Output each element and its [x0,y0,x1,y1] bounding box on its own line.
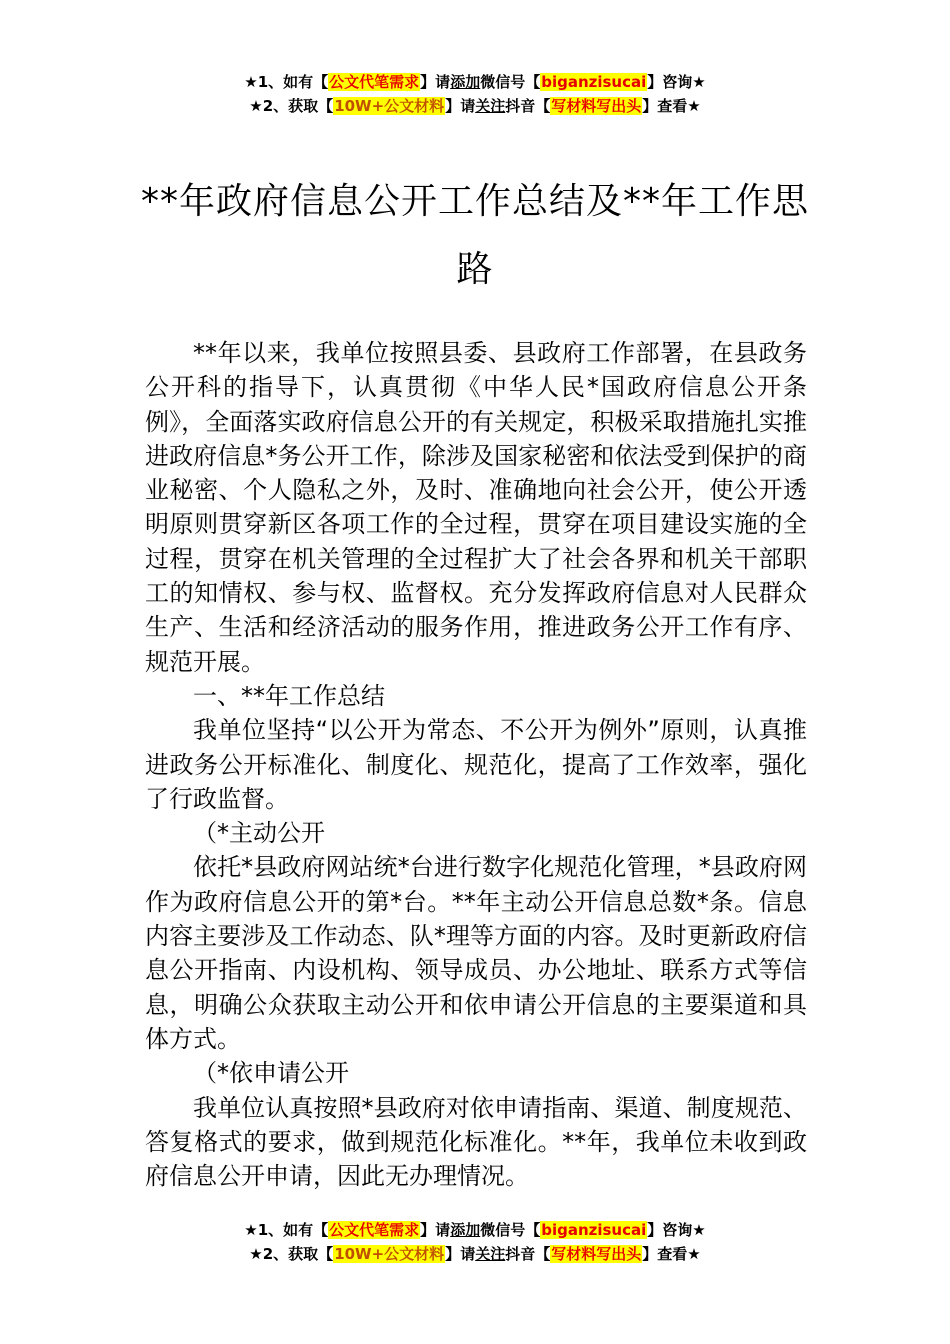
footer-banner [0,1218,950,1266]
banner-text: 微信号【 [480,1221,541,1239]
banner-text: 抖音【 [505,1245,551,1263]
document-body [145,336,807,1193]
banner-emphasis: 关注 [475,1245,506,1263]
paragraph: 我单位认真按照*县政府对依申请指南、渠道、制度规范、答复格式的要求，做到规范化标准化。**年，我单位未收到政府信息公开申请，因此无办理情况。 [145,1093,807,1191]
banner-text: 】请 [445,97,476,115]
banner-emphasis: 添加 [450,1221,481,1239]
banner-line-2 [0,1242,950,1266]
banner-text: 】查看★ [642,1245,701,1263]
header-banner [0,70,950,118]
banner-text: 】请 [420,1221,451,1239]
banner-text: ★1、如有【 [244,1221,329,1239]
section-heading: 一、**年工作总结 [193,681,385,710]
banner-text: 抖音【 [505,97,551,115]
banner-text: ★2、获取【 [249,1245,334,1263]
highlight-douyin: 写材料写出头 [551,1245,642,1263]
banner-text: 】请 [420,73,451,91]
document-title: **年政府信息公开工作总结及**年工作思路 [140,181,809,290]
highlight-materials: 10W+公文材料 [334,97,445,115]
banner-line-1 [0,1218,950,1242]
subsection-heading: （*主动公开 [193,819,325,848]
highlight-douyin: 写材料写出头 [551,97,642,115]
banner-text: 微信号【 [480,73,541,91]
highlight-service: 公文代笔需求 [329,1221,420,1239]
subsection-heading: （*依申请公开 [193,1059,349,1088]
banner-text: ★1、如有【 [244,73,329,91]
paragraph: 依托*县政府网站统*台进行数字化规范化管理，*县政府网作为政府信息公开的第*台。**年主动公开信息总数*条。信息内容主要涉及工作动态、队*理等方面的内容。及时更新政府信息公开指南、内设机构、领导成员、办公地址、联系方式等信息，明确公众获取主动公开和依申请公开信息的主要渠道和具体方式。 [145,853,807,1053]
highlight-wechat-id: biganzisucai [541,73,647,91]
highlight-service: 公文代笔需求 [329,73,420,91]
highlight-materials: 10W+公文材料 [334,1245,445,1263]
paragraph: 我单位坚持“以公开为常态、不公开为例外”原则，认真推进政务公开标准化、制度化、规范化，提高了工作效率，强化了行政监督。 [145,716,807,813]
banner-text: 】咨询★ [647,73,706,91]
banner-text: 】咨询★ [647,1221,706,1239]
banner-line-1 [0,70,950,94]
banner-text: ★2、获取【 [249,97,334,115]
banner-emphasis: 添加 [450,73,481,91]
paragraph-intro: **年以来，我单位按照县委、县政府工作部署，在县政务公开科的指导下，认真贯彻《中华人民*国政府信息公开条例》，全面落实政府信息公开的有关规定，积极采取措施扎实推进政府信息*务公开工作，除涉及国家秘密和依法受到保护的商业秘密、个人隐私之外，及时、准确地向社会公开，使公开透明原则贯穿新区各项工作的全过程，贯穿在项目建设实施的全过程，贯穿在机关管理的全过程扩大了社会各界和机关干部职工的知情权、参与权、监督权。充分发挥政府信息对人民群众生产、生活和经济活动的服务作用，推进政务公开工作有序、规范开展。 [145,339,807,676]
banner-text: 】请 [445,1245,476,1263]
banner-line-2 [0,94,950,118]
banner-text: 】查看★ [642,97,701,115]
highlight-wechat-id: biganzisucai [541,1221,647,1239]
banner-emphasis: 关注 [475,97,506,115]
